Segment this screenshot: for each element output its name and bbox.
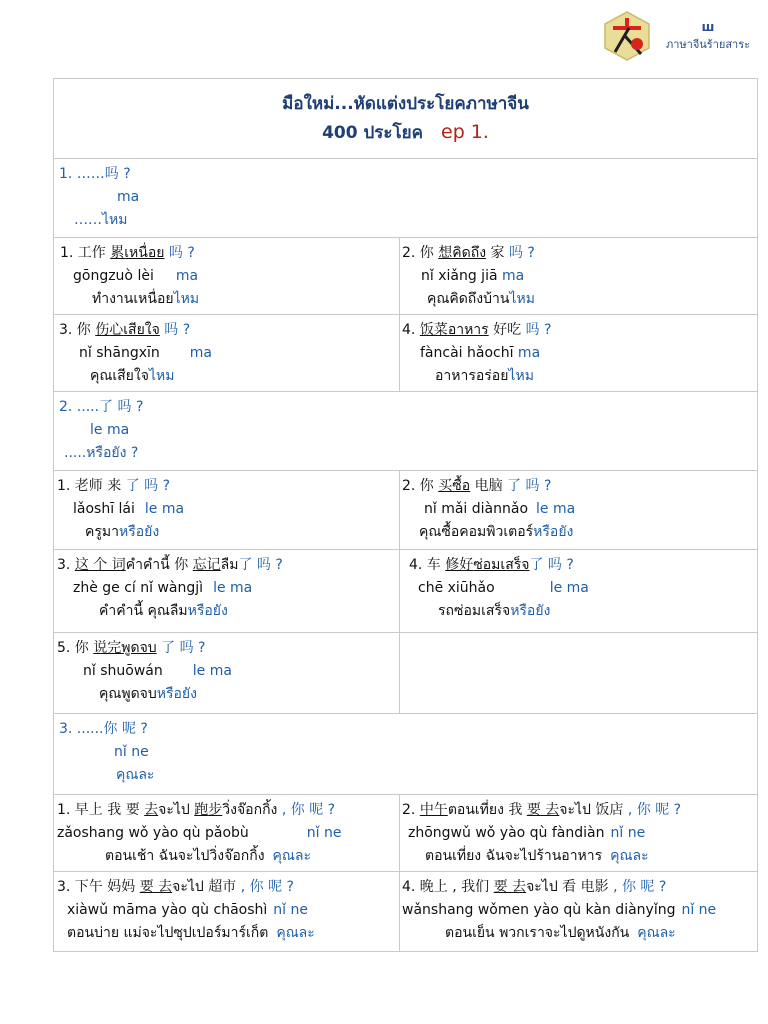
- lesson-header: [54, 79, 757, 159]
- sentence-row: [54, 550, 757, 633]
- sentence-card: [54, 238, 400, 314]
- section-header-3: [54, 714, 757, 795]
- brand-mark: ш: [701, 20, 715, 34]
- sentence-card: [54, 795, 400, 871]
- sentence-thai: รถซ่อมเสร็จหรือยัง: [438, 603, 551, 619]
- sentence-pinyin: nǐ mǎi diànnǎo le ma: [424, 501, 576, 517]
- sentence-card: [400, 471, 757, 549]
- sentence-card: [54, 471, 400, 549]
- section-meaning: ……ไหม: [74, 212, 128, 228]
- sentence-card: [400, 315, 757, 391]
- sentence-chinese: 3. 下午 妈妈 要 去จะไป 超市 , 你 呢 ?: [57, 879, 294, 895]
- sentence-pinyin: zhōngwǔ wǒ yào qù fàndiàn nǐ ne: [408, 825, 646, 841]
- sentence-thai: คุณพูดจบหรือยัง: [99, 686, 197, 702]
- sentence-thai: คำคำนี้ คุณลืมหรือยัง: [99, 603, 228, 619]
- sentence-pinyin: zhè ge cí nǐ wàngjì le ma: [73, 580, 253, 596]
- episode-label: ep 1.: [441, 121, 489, 143]
- sentence-row: [54, 315, 757, 392]
- sentence-row: [54, 872, 757, 951]
- section-title: 1. ……吗 ?: [59, 166, 131, 182]
- sentence-pinyin: fàncài hǎochī ma: [420, 345, 541, 361]
- sentence-card: [54, 872, 400, 951]
- sentence-chinese: 3. 这 个 词คำคำนี้ 你 忘记ลืม了 吗 ?: [57, 557, 283, 573]
- sentence-thai: ตอนเย็น พวกเราจะไปดูหนังกัน คุณละ: [445, 925, 676, 941]
- section-pinyin: nǐ ne: [114, 744, 149, 760]
- lesson-sheet: [53, 78, 758, 952]
- brand-logo: [603, 10, 651, 62]
- sentence-chinese: 2. 你 买ซื้อ 电脑 了 吗 ?: [402, 478, 552, 494]
- sentence-pinyin: chē xiūhǎo le ma: [418, 580, 589, 596]
- sentence-chinese: 4. 晚上 , 我们 要 去จะไป 看 电影 , 你 呢 ?: [402, 879, 667, 895]
- sentence-thai: คุณคิดถึงบ้านไหม: [427, 291, 535, 307]
- sentence-card: [400, 872, 757, 951]
- section-meaning: .....หรือยัง ?: [64, 445, 139, 461]
- section-header-1: [54, 159, 757, 238]
- sentence-pinyin: lǎoshī lái le ma: [73, 501, 185, 517]
- section-pinyin: ma: [117, 189, 140, 205]
- sentence-pinyin: gōngzuò lèi ma: [73, 268, 199, 284]
- sentence-thai: ครูมาหรือยัง: [85, 524, 160, 540]
- sentence-pinyin: xiàwǔ māma yào qù chāoshì nǐ ne: [67, 902, 308, 918]
- sentence-thai: อาหารอร่อยไหม: [435, 368, 534, 384]
- sentence-chinese: 5. 你 说完พูดจบ 了 吗 ?: [57, 640, 206, 656]
- section-header-2: [54, 392, 757, 471]
- sentence-chinese: 1. 工作 累เหนื่อย 吗 ?: [60, 245, 195, 261]
- section-title: 3. ......你 呢 ?: [59, 721, 148, 737]
- sentence-card: [54, 633, 400, 713]
- sentence-chinese: 1. 早上 我 要 去จะไป 跑步วิ่งจ๊อกกิ้ง , 你 呢 ?: [57, 802, 336, 818]
- brand-name-text: ภาษาจีนร้ายสาระ: [665, 38, 751, 51]
- sentence-chinese: 3. 你 伤心เสียใจ 吗 ?: [59, 322, 191, 338]
- sentence-card-empty: [400, 633, 757, 713]
- sentence-card: [400, 795, 757, 871]
- lesson-subtitle: [54, 116, 757, 149]
- sentence-row: [54, 795, 757, 872]
- sentence-pinyin: nǐ xiǎng jiā ma: [421, 268, 525, 284]
- sentence-card: [400, 550, 757, 632]
- sentence-thai: คุณซื้อคอมพิวเตอร์หรือยัง: [419, 524, 574, 540]
- sentence-thai: ตอนเช้า ฉันจะไปวิ่งจ๊อกกิ้ง คุณละ: [105, 848, 311, 864]
- sentence-thai: ตอนเที่ยง ฉันจะไปร้านอาหาร คุณละ: [425, 848, 649, 864]
- sentence-thai: ทำงานเหนื่อยไหม: [92, 291, 200, 307]
- sentence-pinyin: wǎnshang wǒmen yào qù kàn diànyǐng nǐ ne: [402, 902, 717, 918]
- sentence-thai: คุณเสียใจไหม: [90, 368, 175, 384]
- sentence-pinyin: nǐ shāngxīn ma: [79, 345, 212, 361]
- section-meaning: คุณละ: [116, 767, 155, 783]
- section-title: 2. .....了 吗 ?: [59, 399, 144, 415]
- sentence-thai: ตอนบ่าย แม่จะไปซุปเปอร์มาร์เก็ต คุณละ: [67, 925, 315, 941]
- sentence-pinyin: zǎoshang wǒ yào qù pǎobù nǐ ne: [57, 825, 342, 841]
- section-pinyin: le ma: [90, 422, 130, 438]
- sentence-card: [400, 238, 757, 314]
- sentence-pinyin: nǐ shuōwán le ma: [83, 663, 232, 679]
- brand-name: [656, 18, 760, 54]
- sentence-row: [54, 471, 757, 550]
- lesson-count: 400 ประโยค: [322, 123, 423, 143]
- sentence-row: [54, 238, 757, 315]
- sentence-card: [54, 315, 400, 391]
- lesson-title: มือใหม่...หัดแต่งประโยคภาษาจีน: [282, 94, 529, 114]
- sentence-card: [54, 550, 400, 632]
- sentence-chinese: 1. 老师 来 了 吗 ?: [57, 478, 171, 494]
- sentence-row: [54, 633, 757, 714]
- sentence-chinese: 4. 车 修好ซ่อมเสร็จ了 吗 ?: [409, 557, 574, 573]
- sentence-chinese: 2. 中午ตอนเที่ยง 我 要 去จะไป 饭店 , 你 呢 ?: [402, 802, 682, 818]
- sentence-chinese: 4. 饭菜อาหาร 好吃 吗 ?: [402, 322, 552, 338]
- sentence-chinese: 2. 你 想คิดถึง 家 吗 ?: [402, 245, 535, 261]
